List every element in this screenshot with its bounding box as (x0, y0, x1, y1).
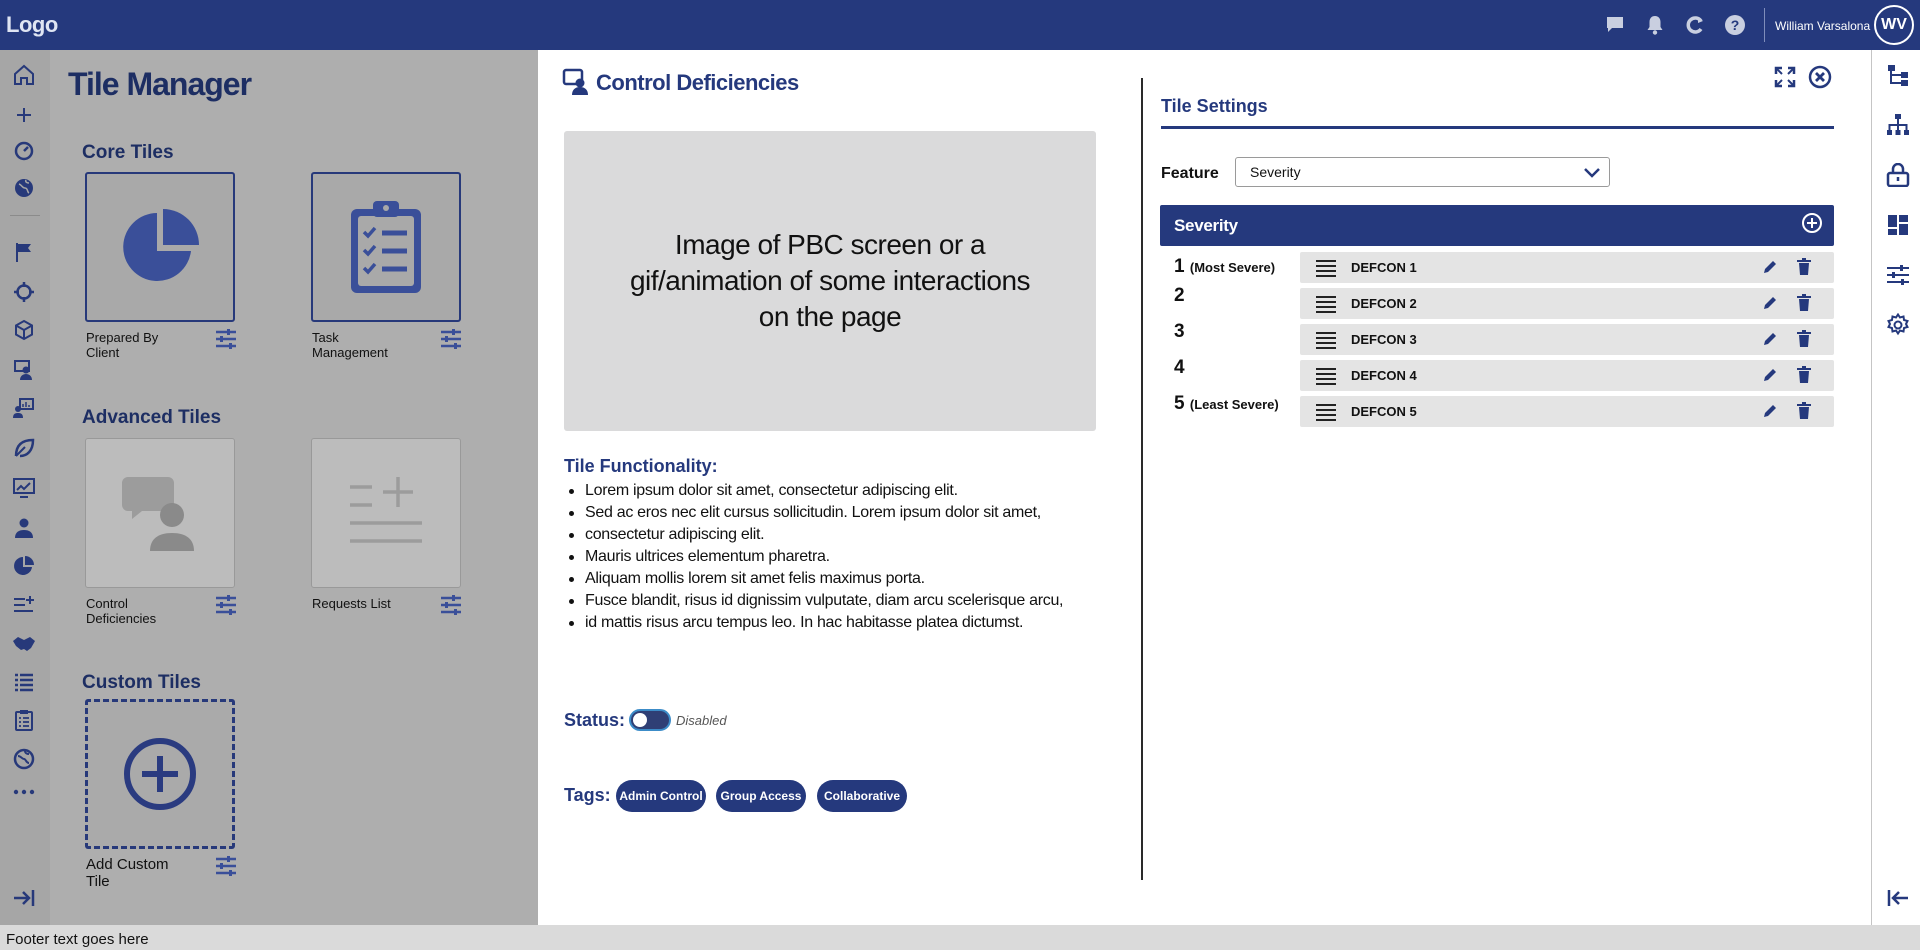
tile-label: Add Custom Tile (86, 856, 169, 890)
tag-chip[interactable]: Admin Control (616, 780, 706, 812)
clipboard-checklist-icon (349, 199, 423, 295)
lock-icon[interactable] (1886, 163, 1910, 187)
list-add-icon[interactable] (12, 593, 36, 617)
list-item: Lorem ipsum dolor sit amet, consectetur adipiscing elit. (564, 480, 1124, 502)
presenter-icon (120, 473, 200, 553)
user-icon[interactable] (12, 516, 36, 540)
core-tiles-heading: Core Tiles (82, 142, 174, 163)
list-item: Mauris ultrices elementum pharetra. (564, 546, 1124, 568)
severity-row[interactable] (1300, 252, 1834, 283)
severity-header (1160, 205, 1834, 246)
presenter-icon[interactable] (12, 358, 36, 382)
list-icon[interactable] (12, 670, 36, 694)
severity-label: DEFCON 3 (1351, 332, 1417, 347)
severity-rank: 3 (1174, 321, 1185, 342)
home-icon[interactable] (12, 63, 36, 87)
pie-chart-icon (120, 207, 200, 287)
tile-label: Requests List (312, 596, 391, 611)
preview-text: Image of PBC screen or a gif/animation of some interactions on the page (629, 229, 1031, 332)
help-icon[interactable] (1724, 14, 1746, 36)
drag-handle-icon[interactable] (1316, 366, 1336, 386)
drag-handle-icon[interactable] (1316, 402, 1336, 422)
tab-tile-settings[interactable]: Tile Settings (1161, 96, 1268, 116)
add-circle-icon[interactable] (1801, 212, 1823, 234)
right-nav-rail (1871, 50, 1920, 925)
refresh-icon[interactable] (1684, 14, 1706, 36)
pie-chart-icon[interactable] (12, 554, 36, 578)
functionality-list (564, 480, 1124, 634)
advanced-tiles-heading: Advanced Tiles (82, 407, 222, 428)
status-toggle[interactable] (629, 709, 671, 731)
tag-chip[interactable]: Group Access (716, 780, 806, 812)
globe-network-icon[interactable] (12, 747, 36, 771)
tags-label: Tags: (564, 785, 611, 805)
pencil-icon[interactable] (1762, 295, 1778, 311)
feature-select[interactable] (1235, 157, 1610, 187)
drag-handle-icon[interactable] (1316, 294, 1336, 314)
layout-icon[interactable] (1886, 213, 1910, 237)
more-icon[interactable] (12, 780, 36, 804)
tile-detail-modal (538, 50, 1871, 925)
chevron-down-icon (1583, 164, 1601, 182)
tile-settings-sliders-icon[interactable] (215, 855, 237, 877)
collapse-rail-icon[interactable] (1886, 886, 1910, 910)
add-custom-tile-button[interactable] (85, 699, 235, 849)
trash-icon[interactable] (1796, 366, 1812, 384)
functionality-heading: Tile Functionality: (564, 456, 718, 476)
trash-icon[interactable] (1796, 294, 1812, 312)
drag-handle-icon[interactable] (1316, 330, 1336, 350)
list-item: Sed ac eros nec elit cursus sollicitudin. Lorem ipsum dolor sit amet, (564, 502, 1124, 524)
trash-icon[interactable] (1796, 402, 1812, 420)
tile-settings-sliders-icon[interactable] (215, 328, 237, 350)
severity-label: DEFCON 5 (1351, 404, 1417, 419)
svg-text:?: ? (1730, 17, 1740, 33)
avatar[interactable]: WV (1874, 5, 1914, 45)
pencil-icon[interactable] (1762, 259, 1778, 275)
sliders-icon[interactable] (1886, 263, 1910, 287)
leaf-icon[interactable] (12, 436, 36, 460)
rail-divider (10, 215, 40, 216)
tile-label: Prepared By Client (86, 330, 159, 360)
tile-settings-sliders-icon[interactable] (215, 594, 237, 616)
severity-label: DEFCON 4 (1351, 368, 1417, 383)
tile-prepared-by-client[interactable] (85, 172, 235, 322)
bell-icon[interactable] (1644, 14, 1666, 36)
tab-underline (1161, 126, 1834, 129)
cube-icon[interactable] (12, 318, 36, 342)
severity-rank: 4 (1174, 357, 1185, 378)
feature-select-value: Severity (1250, 164, 1301, 180)
flag-icon[interactable] (12, 240, 36, 264)
chart-icon[interactable] (12, 396, 36, 420)
globe-icon[interactable] (12, 176, 36, 200)
crosshair-icon[interactable] (12, 280, 36, 304)
tag-chip[interactable]: Collaborative (817, 780, 907, 812)
close-icon[interactable] (1808, 65, 1832, 89)
feature-label: Feature (1161, 165, 1219, 182)
page-title: Tile Manager (68, 66, 252, 102)
severity-header-label: Severity (1174, 216, 1238, 235)
top-bar (0, 0, 1920, 50)
tile-task-management[interactable] (311, 172, 461, 322)
list-item: Aliquam mollis lorem sit amet felis maximus porta. (564, 568, 1124, 590)
presenter-icon (562, 68, 590, 96)
tile-label: Task Management (312, 330, 388, 360)
tile-requests-list[interactable] (311, 438, 461, 588)
drag-handle-icon[interactable] (1316, 258, 1336, 278)
severity-row[interactable] (1300, 288, 1834, 319)
severity-rank: 2 (1174, 285, 1185, 306)
pencil-icon[interactable] (1762, 367, 1778, 383)
monitor-chart-icon[interactable] (12, 476, 36, 500)
list-add-icon (346, 473, 426, 553)
dashboard-gauge-icon[interactable] (12, 138, 36, 162)
tile-settings-sliders-icon[interactable] (440, 328, 462, 350)
list-item: id mattis risus arcu tempus leo. In hac habitasse platea dictumst. (564, 612, 1124, 634)
gear-icon[interactable] (1886, 313, 1910, 337)
clipboard-icon[interactable] (12, 708, 36, 732)
user-name[interactable]: William Varsalona (1775, 19, 1871, 33)
preview-placeholder (564, 131, 1096, 431)
trash-icon[interactable] (1796, 330, 1812, 348)
left-nav-rail (0, 50, 50, 925)
handshake-icon[interactable] (12, 632, 36, 656)
tile-manager-panel (50, 50, 538, 925)
severity-rank: 1 (Most Severe) (1174, 256, 1276, 277)
header-divider (1764, 8, 1765, 42)
logo[interactable]: Logo (6, 12, 58, 37)
custom-tiles-heading: Custom Tiles (82, 672, 201, 693)
severity-row[interactable] (1300, 324, 1834, 355)
severity-label: DEFCON 2 (1351, 296, 1417, 311)
modal-title: Control Deficiencies (596, 70, 799, 95)
status-label: Status: (564, 710, 626, 730)
severity-label: DEFCON 1 (1351, 260, 1417, 275)
tile-settings-sliders-icon[interactable] (440, 594, 462, 616)
expand-rail-icon[interactable] (12, 886, 36, 910)
status-value: Disabled (676, 713, 727, 728)
hierarchy-icon[interactable] (1886, 63, 1910, 87)
list-item: consectetur adipiscing elit. (564, 524, 1124, 546)
tile-label: Control Deficiencies (86, 596, 157, 626)
chat-icon[interactable] (1604, 14, 1626, 36)
pencil-icon[interactable] (1762, 331, 1778, 347)
vertical-divider (1141, 78, 1143, 880)
add-circle-icon (122, 736, 198, 812)
tile-control-deficiencies[interactable] (85, 438, 235, 588)
trash-icon[interactable] (1796, 258, 1812, 276)
severity-rank: 5 (Least Severe) (1174, 393, 1279, 414)
plus-icon[interactable] (12, 103, 36, 127)
severity-row[interactable] (1300, 360, 1834, 391)
org-chart-icon[interactable] (1886, 113, 1910, 137)
pencil-icon[interactable] (1762, 403, 1778, 419)
severity-row[interactable] (1300, 396, 1834, 427)
expand-icon[interactable] (1774, 66, 1796, 88)
list-item: Fusce blandit, risus id dignissim vulputate, diam arcu scelerisque arcu, (564, 590, 1124, 612)
footer (0, 925, 1920, 950)
footer-text: Footer text goes here (6, 931, 149, 948)
